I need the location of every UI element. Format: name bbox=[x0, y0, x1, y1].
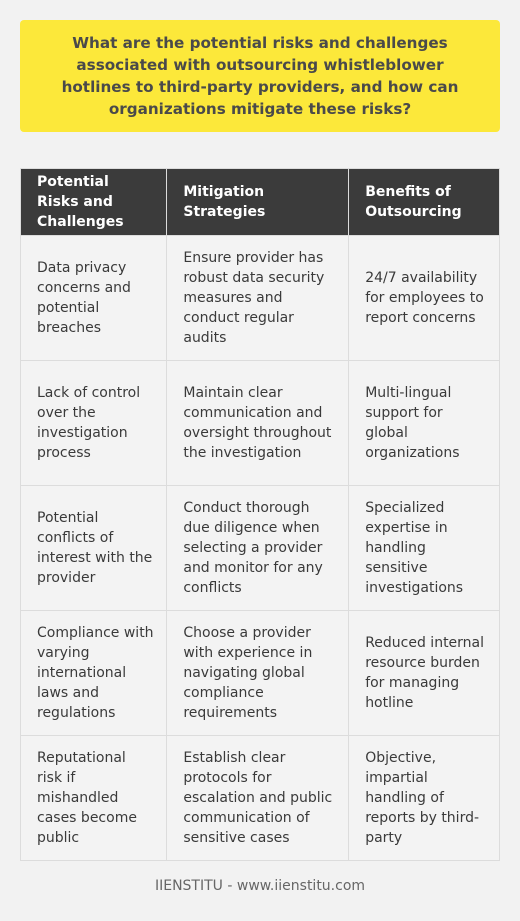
header-risks: Potential Risks and Challenges bbox=[21, 169, 167, 236]
mitigation-cell: Conduct thorough due diligence when selecting a provider and monitor for any conflicts bbox=[167, 486, 349, 611]
table-row bbox=[21, 611, 500, 736]
table-row bbox=[21, 736, 500, 861]
mitigation-cell: Maintain clear communication and oversight throughout the investigation bbox=[167, 361, 349, 486]
benefit-cell: Objective, impartial handling of reports by third-party bbox=[349, 736, 500, 861]
risk-cell: Potential conflicts of interest with the provider bbox=[21, 486, 167, 611]
benefit-cell: 24/7 availability for employees to report concerns bbox=[349, 236, 500, 361]
header-benefits: Benefits of Outsourcing bbox=[349, 169, 500, 236]
footer-credit: IIENSTITU - www.iienstitu.com bbox=[154, 878, 366, 894]
benefit-cell: Specialized expertise in handling sensitive investigations bbox=[349, 486, 500, 611]
mitigation-cell: Ensure provider has robust data security measures and conduct regular audits bbox=[167, 236, 349, 361]
mitigation-cell: Establish clear protocols for escalation and public communication of sensitive cases bbox=[167, 736, 349, 861]
comparison-table bbox=[20, 168, 500, 861]
risk-cell: Compliance with varying international laws and regulations bbox=[21, 611, 167, 736]
header-mitigation: Mitigation Strategies bbox=[167, 169, 349, 236]
table-row bbox=[21, 486, 500, 611]
risk-cell: Data privacy concerns and potential breaches bbox=[21, 236, 167, 361]
page-title: What are the potential risks and challenges associated with outsourcing whistleblower hotlines to third-party providers, and how can organizations mitigate these risks? bbox=[61, 34, 459, 118]
table-row bbox=[21, 361, 500, 486]
benefit-cell: Multi-lingual support for global organizations bbox=[349, 361, 500, 486]
risk-cell: Lack of control over the investigation process bbox=[21, 361, 167, 486]
table-header-row bbox=[21, 169, 500, 236]
benefit-cell: Reduced internal resource burden for managing hotline bbox=[349, 611, 500, 736]
risk-cell: Reputational risk if mishandled cases become public bbox=[21, 736, 167, 861]
mitigation-cell: Choose a provider with experience in navigating global compliance requirements bbox=[167, 611, 349, 736]
table-row bbox=[21, 236, 500, 361]
title-banner bbox=[20, 20, 500, 132]
